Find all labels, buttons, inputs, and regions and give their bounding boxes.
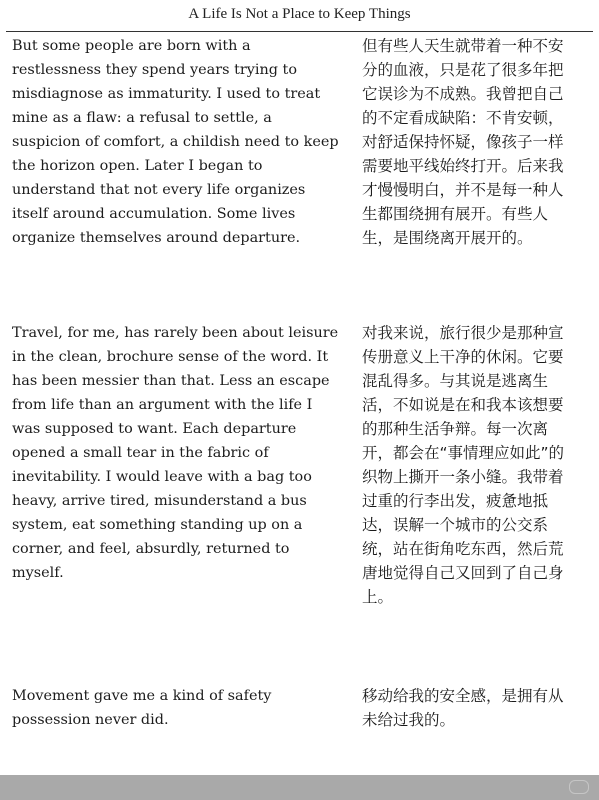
chinese-line: 过重的行李出发，疲惫地抵 [362,492,549,510]
english-line: from life than an argument with the life I [12,397,313,413]
chinese-line: 但有些人天生就带着一种不安 [362,37,564,55]
chinese-line: 对我来说，旅行很少是那种宣 [362,324,564,342]
english-line: myself. [12,565,64,581]
chinese-line: 生都围绕拥有展开。有些人 [362,205,549,223]
chinese-line: 对舒适保持怀疑，像孩子一样 [362,133,564,151]
chinese-line: 分的血液，只是花了很多年把 [362,61,564,79]
english-paragraph [12,34,354,250]
english-line: mine as a flaw: a refusal to settle, a [12,110,272,126]
chinese-line: 它误诊为不成熟。我曾把自己 [362,85,564,103]
watermark-icon [569,780,589,794]
chinese-line: 混乱得多。与其说是逃离生 [362,372,549,390]
chinese-line: 上。 [362,588,394,606]
chinese-paragraph [362,321,592,609]
english-line: organize themselves around departure. [12,230,301,246]
chinese-line: 统，站在街角吃东西，然后荒 [362,540,564,558]
english-line: Movement gave me a kind of safety [12,688,272,704]
chinese-line: 移动给我的安全感，是拥有从 [362,687,564,705]
english-line: the horizon open. Later I began to [12,158,263,174]
english-paragraph [12,321,354,585]
chinese-line: 开，都会在“事情理应如此”的 [362,444,565,462]
chinese-line: 的那种生活争辩。每一次离 [362,420,549,438]
english-line: was supposed to want. Each departure [12,421,297,437]
english-line: Travel, for me, has rarely been about leisure [12,325,339,341]
chinese-line: 未给过我的。 [362,711,456,729]
english-line: understand that not every life organizes [12,182,306,198]
english-line: corner, and feel, absurdly, returned to [12,541,290,557]
english-paragraph [12,684,354,732]
chinese-line: 唐地觉得自己又回到了自己身 [362,564,564,582]
chinese-line: 活，不如说是在和我本该想要 [362,396,564,414]
chinese-line: 才慢慢明白，并不是每一种人 [362,181,564,199]
title-divider [6,31,593,32]
page-title: A Life Is Not a Place to Keep Things [188,6,411,22]
english-line: possession never did. [12,712,169,728]
english-line: itself around accumulation. Some lives [12,206,296,222]
english-line: suspicion of comfort, a childish need to keep [12,134,339,150]
chinese-line: 达，误解一个城市的公交系 [362,516,549,534]
english-line: system, eat something standing up on a [12,517,303,533]
english-line: heavy, arrive tired, misunderstand a bus [12,493,307,509]
english-line: inevitability. I would leave with a bag too [12,469,312,485]
english-line: in the clean, brochure sense of the word. It [12,349,329,365]
bottom-bar [0,775,599,800]
chinese-line: 生，是围绕离开展开的。 [362,229,533,247]
english-line: restlessness they spend years trying to [12,62,297,78]
chinese-line: 的不定看成缺陷：不肯安顿， [362,109,564,127]
english-line: But some people are born with a [12,38,251,54]
english-line: misdiagnose as immaturity. I used to treat [12,86,321,102]
chinese-line: 传册意义上干净的休闲。它要 [362,348,564,366]
chinese-line: 需要地平线始终打开。后来我 [362,157,564,175]
english-line: has been messier than that. Less an escape [12,373,330,389]
chinese-paragraph [362,684,592,732]
chinese-paragraph [362,34,592,250]
english-line: opened a small tear in the fabric of [12,445,269,461]
chinese-line: 织物上撕开一条小缝。我带着 [362,468,564,486]
